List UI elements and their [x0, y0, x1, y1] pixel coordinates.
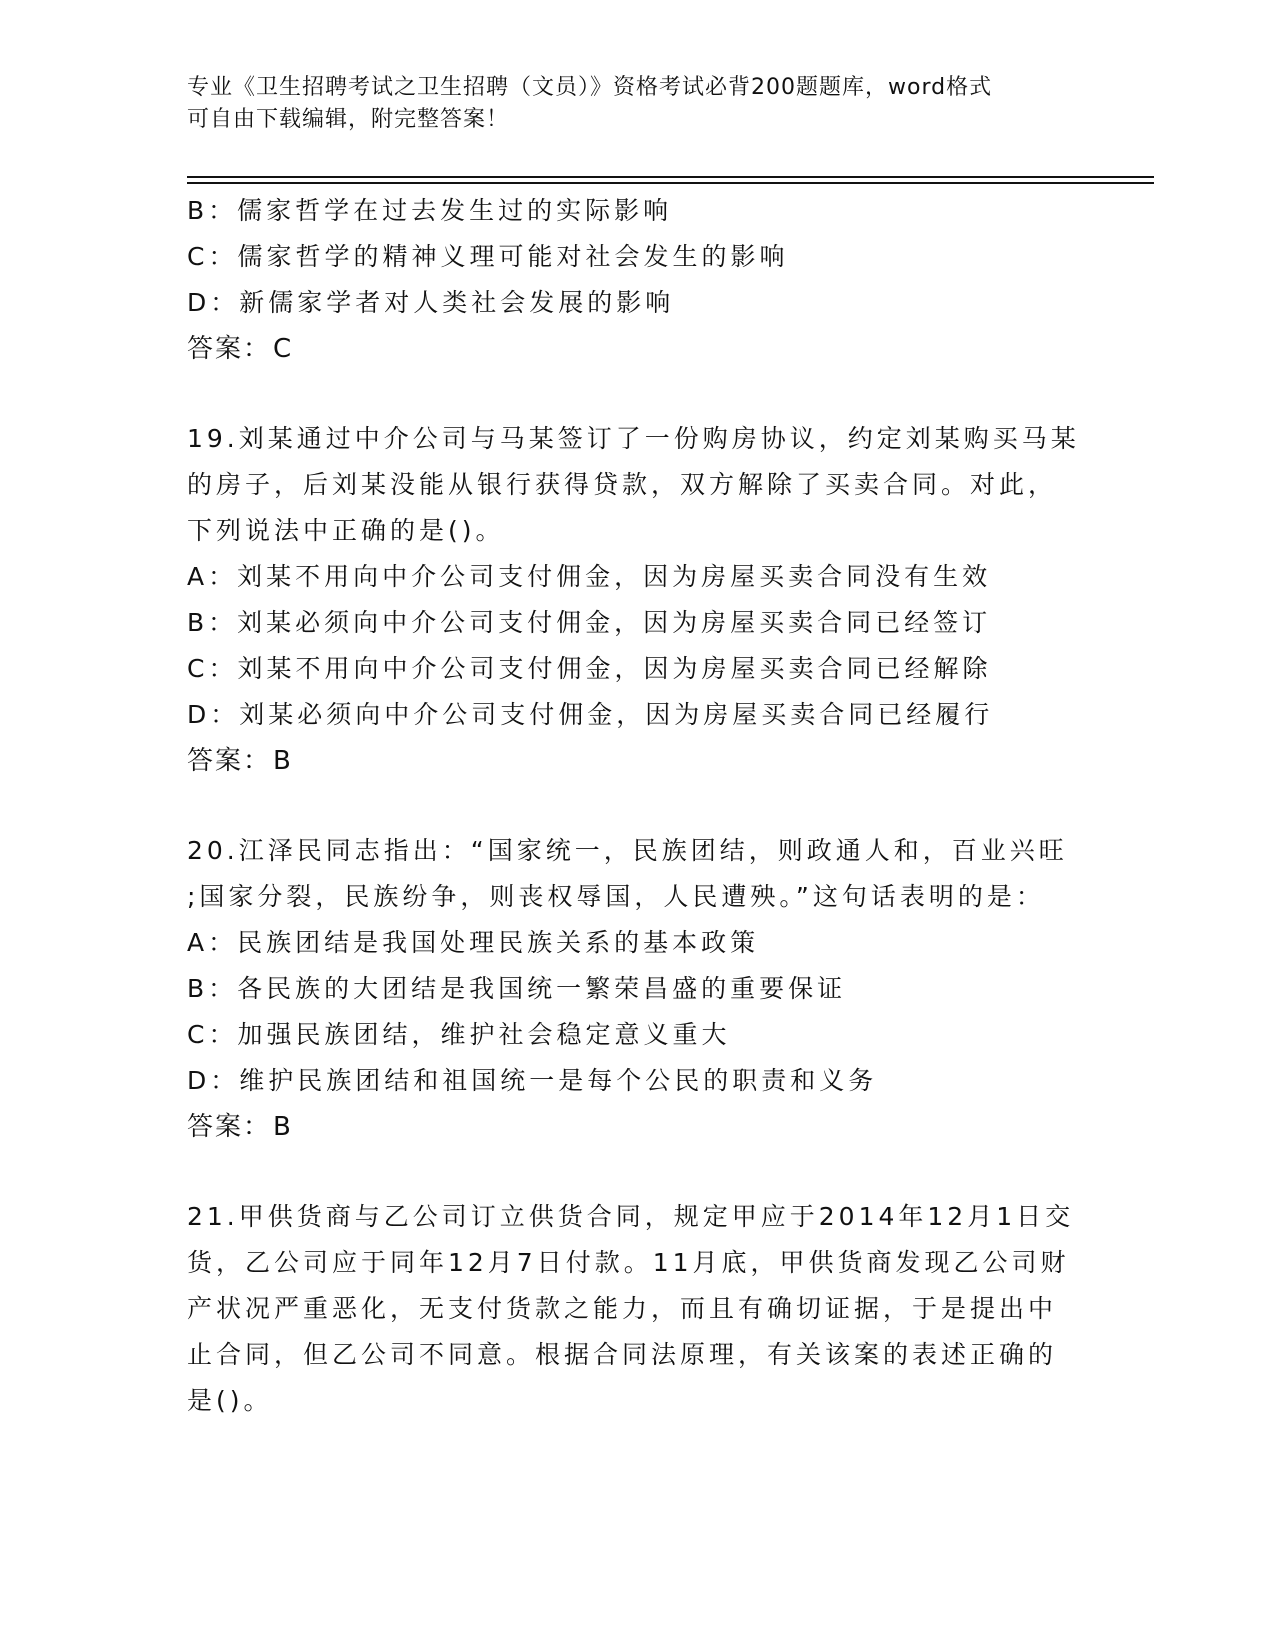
answer-label: 答案：: [187, 334, 272, 364]
option-d: D：维护民族团结和祖国统一是每个公民的职责和义务: [187, 1066, 878, 1095]
question-stem-line: 下列说法中正确的是()。: [187, 516, 505, 545]
option-b: B：刘某必须向中介公司支付佣金，因为房屋买卖合同已经签订: [187, 608, 992, 637]
question-stem-line: 是()。: [187, 1386, 273, 1415]
question-stem-line: 货，乙公司应于同年12月7日付款。11月底，甲供货商发现乙公司财: [187, 1248, 1070, 1277]
option-c: C：刘某不用向中介公司支付佣金，因为房屋买卖合同已经解除: [187, 654, 992, 683]
answer-line: [187, 326, 1077, 372]
question-20: [187, 828, 1077, 1150]
header-title-line-1: 专业《卫生招聘考试之卫生招聘（文员）》资格考试必背200题题库，word格式: [187, 75, 993, 100]
option-b: B：各民族的大团结是我国统一繁荣昌盛的重要保证: [187, 974, 847, 1003]
answer-label: 答案：: [187, 1112, 272, 1142]
header-divider-top: [187, 176, 1154, 178]
option-d: D：新儒家学者对人类社会发展的影响: [187, 288, 675, 317]
option-a: A：民族团结是我国处理民族关系的基本政策: [187, 928, 760, 957]
question-stem-line: 的房子，后刘某没能从银行获得贷款，双方解除了买卖合同。对此，: [187, 470, 1058, 499]
question-stem-line: 20.江泽民同志指出：“国家统一，民族团结，则政通人和，百业兴旺: [187, 836, 1068, 865]
header-title-line-2: 可自由下载编辑，附完整答案！: [187, 107, 510, 132]
option-d: D：刘某必须向中介公司支付佣金，因为房屋买卖合同已经履行: [187, 700, 994, 729]
answer-line: [187, 1104, 1077, 1150]
answer-value: B: [273, 746, 293, 776]
question-stem-line: ;国家分裂，民族纷争，则丧权辱国，人民遭殃。”这句话表明的是：: [187, 882, 1045, 911]
answer-value: B: [273, 1112, 293, 1142]
question-spacer: [187, 372, 1077, 416]
option-c: C：儒家哲学的精神义理可能对社会发生的影响: [187, 242, 789, 271]
question-stem-line: 19.刘某通过中介公司与马某签订了一份购房协议，约定刘某购买马某: [187, 424, 1080, 453]
question-18-tail: [187, 188, 1077, 372]
answer-value: C: [273, 334, 294, 364]
answer-line: [187, 738, 1077, 784]
question-content: [187, 188, 1080, 1424]
option-a: A：刘某不用向中介公司支付佣金，因为房屋买卖合同没有生效: [187, 562, 992, 591]
answer-label: 答案：: [187, 746, 272, 776]
document-header: [187, 72, 1067, 136]
question-19: [187, 416, 1080, 784]
option-c: C：加强民族团结，维护社会稳定意义重大: [187, 1020, 731, 1049]
question-spacer: [187, 1150, 1077, 1194]
question-stem-line: 止合同，但乙公司不同意。根据合同法原理，有关该案的表述正确的: [187, 1340, 1058, 1369]
option-b: B：儒家哲学在过去发生过的实际影响: [187, 196, 673, 225]
question-stem-line: 21.甲供货商与乙公司订立供货合同，规定甲应于2014年12月1日交: [187, 1202, 1075, 1231]
question-21: [187, 1194, 1077, 1424]
question-stem-line: 产状况严重恶化，无支付货款之能力，而且有确切证据，于是提出中: [187, 1294, 1058, 1323]
question-spacer: [187, 784, 1077, 828]
header-divider-bottom: [187, 182, 1154, 184]
